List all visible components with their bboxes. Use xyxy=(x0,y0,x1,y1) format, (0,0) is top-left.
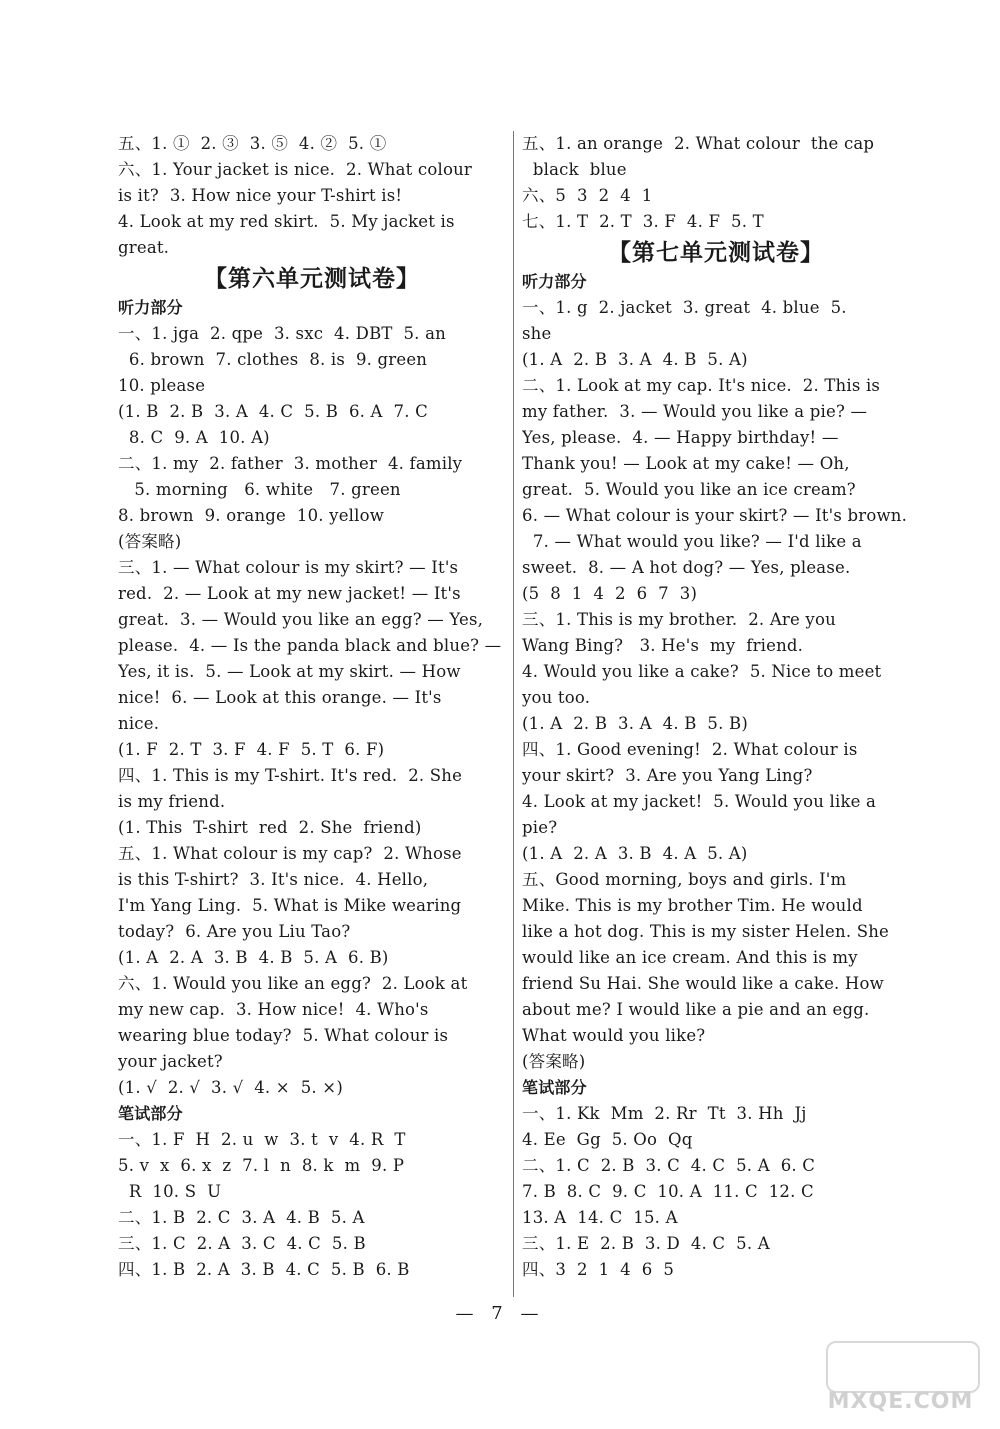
answer-line: (5 8 1 4 2 6 7 3) xyxy=(522,584,698,603)
answer-line: 二、1. B 2. C 3. A 4. B 5. A xyxy=(118,1208,365,1227)
answer-line: 5. morning 6. white 7. green xyxy=(118,480,401,499)
answer-line: 六、1. Would you like an egg? 2. Look at xyxy=(118,974,468,993)
answer-line: like a hot dog. This is my sister Helen. She xyxy=(522,922,889,941)
answer-line: 5. v x 6. x z 7. l n 8. k m 9. P xyxy=(118,1156,405,1175)
answer-line: 三、1. This is my brother. 2. Are you xyxy=(522,610,836,629)
answer-line: (1. A 2. A 3. B 4. B 5. A 6. B) xyxy=(118,948,389,967)
answer-line: 10. please xyxy=(118,376,206,395)
answer-line: would like an ice cream. And this is my xyxy=(522,948,858,967)
unit-title: 【第六单元测试卷】 xyxy=(204,266,420,292)
answer-line: 7. B 8. C 9. C 10. A 11. C 12. C xyxy=(522,1182,814,1201)
answer-line: 8. C 9. A 10. A) xyxy=(118,428,270,447)
answer-line: Wang Bing? 3. He's my friend. xyxy=(522,636,804,655)
answer-line: 6. — What colour is your skirt? — It's brown. xyxy=(522,506,908,525)
answer-line: 三、1. — What colour is my skirt? — It's xyxy=(118,558,459,577)
answer-line: my father. 3. — Would you like a pie? — xyxy=(522,402,868,421)
answer-line: 二、1. C 2. B 3. C 4. C 5. A 6. C xyxy=(522,1156,816,1175)
answer-line: black blue xyxy=(522,160,627,179)
answer-line: pie? xyxy=(522,818,558,837)
answer-line: please. 4. — Is the panda black and blue? — xyxy=(118,636,502,655)
answer-line: (1. A 2. A 3. B 4. A 5. A) xyxy=(522,844,748,863)
answer-line: What would you like? xyxy=(522,1026,706,1045)
answer-line: (1. This T-shirt red 2. She friend) xyxy=(118,818,422,837)
answer-line: 四、3 2 1 4 6 5 xyxy=(522,1260,675,1279)
answer-line: 13. A 14. C 15. A xyxy=(522,1208,678,1227)
answer-line: your skirt? 3. Are you Yang Ling? xyxy=(522,766,813,785)
answer-line: (1. B 2. B 3. A 4. C 5. B 6. A 7. C xyxy=(118,402,428,421)
answer-line: is this T-shirt? 3. It's nice. 4. Hello, xyxy=(118,870,429,889)
answer-line: (1. A 2. B 3. A 4. B 5. B) xyxy=(522,714,748,733)
answer-line: nice! 6. — Look at this orange. — It's xyxy=(118,688,442,707)
section-heading: 听力部分 xyxy=(118,298,183,317)
watermark-text: MXQE.COM xyxy=(827,1389,974,1414)
answer-line: red. 2. — Look at my new jacket! — It's xyxy=(118,584,461,603)
answer-line: 五、1. an orange 2. What colour the cap xyxy=(522,134,875,153)
answer-line: 4. Would you like a cake? 5. Nice to meet xyxy=(522,662,882,681)
answer-line: nice. xyxy=(118,714,160,733)
answer-line: is my friend. xyxy=(118,792,226,811)
section-heading: 笔试部分 xyxy=(522,1078,587,1097)
right-column xyxy=(522,131,910,1283)
answer-line: wearing blue today? 5. What colour is xyxy=(118,1026,449,1045)
answer-line: (1. F 2. T 3. F 4. F 5. T 6. F) xyxy=(118,740,385,759)
answer-line: R 10. S U xyxy=(118,1182,222,1201)
column-divider xyxy=(513,131,514,1297)
answer-line: 4. Look at my jacket! 5. Would you like a xyxy=(522,792,877,811)
answer-line: 8. brown 9. orange 10. yellow xyxy=(118,506,385,525)
answer-line: today? 6. Are you Liu Tao? xyxy=(118,922,351,941)
answer-line: 7. — What would you like? — I'd like a xyxy=(522,532,862,551)
answer-line: great. 3. — Would you like an egg? — Yes, xyxy=(118,610,484,629)
section-heading: 笔试部分 xyxy=(118,1104,183,1123)
answer-line: 一、1. g 2. jacket 3. great 4. blue 5. xyxy=(522,298,847,317)
answer-line: 四、1. B 2. A 3. B 4. C 5. B 6. B xyxy=(118,1260,410,1279)
answer-line: 二、1. Look at my cap. It's nice. 2. This is xyxy=(522,376,881,395)
answer-line: your jacket? xyxy=(118,1052,223,1071)
answer-line: 一、1. F H 2. u w 3. t v 4. R T xyxy=(118,1130,406,1149)
answer-line: I'm Yang Ling. 5. What is Mike wearing xyxy=(118,896,462,915)
answer-line: 一、1. jga 2. qpe 3. sxc 4. DBT 5. an xyxy=(118,324,446,343)
answer-line: 四、1. Good evening! 2. What colour is xyxy=(522,740,858,759)
answer-line: (答案略) xyxy=(118,532,182,551)
answer-line: Thank you! — Look at my cake! — Oh, xyxy=(522,454,850,473)
section-heading: 听力部分 xyxy=(522,272,587,291)
answer-line: my new cap. 3. How nice! 4. Who's xyxy=(118,1000,429,1019)
answer-line: friend Su Hai. She would like a cake. How xyxy=(522,974,884,993)
answer-line: 五、1. ① 2. ③ 3. ⑤ 4. ② 5. ① xyxy=(118,134,387,153)
answer-line: Yes, it is. 5. — Look at my skirt. — How xyxy=(118,662,461,681)
answer-line: you too. xyxy=(522,688,591,707)
answer-line: 五、Good morning, boys and girls. I'm xyxy=(522,870,847,889)
answer-line: great. 5. Would you like an ice cream? xyxy=(522,480,856,499)
left-column xyxy=(118,131,506,1283)
answer-line: about me? I would like a pie and an egg. xyxy=(522,1000,870,1019)
answer-line: (1. √ 2. √ 3. √ 4. × 5. ×) xyxy=(118,1078,343,1097)
answer-line: Yes, please. 4. — Happy birthday! — xyxy=(522,428,839,447)
answer-line: (1. A 2. B 3. A 4. B 5. A) xyxy=(522,350,748,369)
answer-line: 4. Ee Gg 5. Oo Qq xyxy=(522,1130,693,1149)
answer-line: 4. Look at my red skirt. 5. My jacket is xyxy=(118,212,455,231)
answer-line: 七、1. T 2. T 3. F 4. F 5. T xyxy=(522,212,764,231)
answer-line: great. xyxy=(118,238,170,257)
answer-line: 三、1. C 2. A 3. C 4. C 5. B xyxy=(118,1234,366,1253)
answer-line: 6. brown 7. clothes 8. is 9. green xyxy=(118,350,428,369)
answer-line: 六、1. Your jacket is nice. 2. What colour xyxy=(118,160,472,179)
answer-line: (答案略) xyxy=(522,1052,586,1071)
answer-line: 五、1. What colour is my cap? 2. Whose xyxy=(118,844,462,863)
watermark-seal-icon xyxy=(826,1341,980,1393)
page-number: — 7 — xyxy=(455,1303,545,1324)
answer-line: she xyxy=(522,324,552,343)
answer-line: 三、1. E 2. B 3. D 4. C 5. A xyxy=(522,1234,770,1253)
answer-line: 二、1. my 2. father 3. mother 4. family xyxy=(118,454,463,473)
answer-line: 四、1. This is my T-shirt. It's red. 2. She xyxy=(118,766,463,785)
answer-line: is it? 3. How nice your T-shirt is! xyxy=(118,186,403,205)
answer-line: 六、5 3 2 4 1 xyxy=(522,186,653,205)
watermark xyxy=(818,1341,978,1421)
answer-line: sweet. 8. — A hot dog? — Yes, please. xyxy=(522,558,851,577)
unit-title: 【第七单元测试卷】 xyxy=(608,240,824,266)
answer-line: 一、1. Kk Mm 2. Rr Tt 3. Hh Jj xyxy=(522,1104,807,1123)
answer-line: Mike. This is my brother Tim. He would xyxy=(522,896,863,915)
